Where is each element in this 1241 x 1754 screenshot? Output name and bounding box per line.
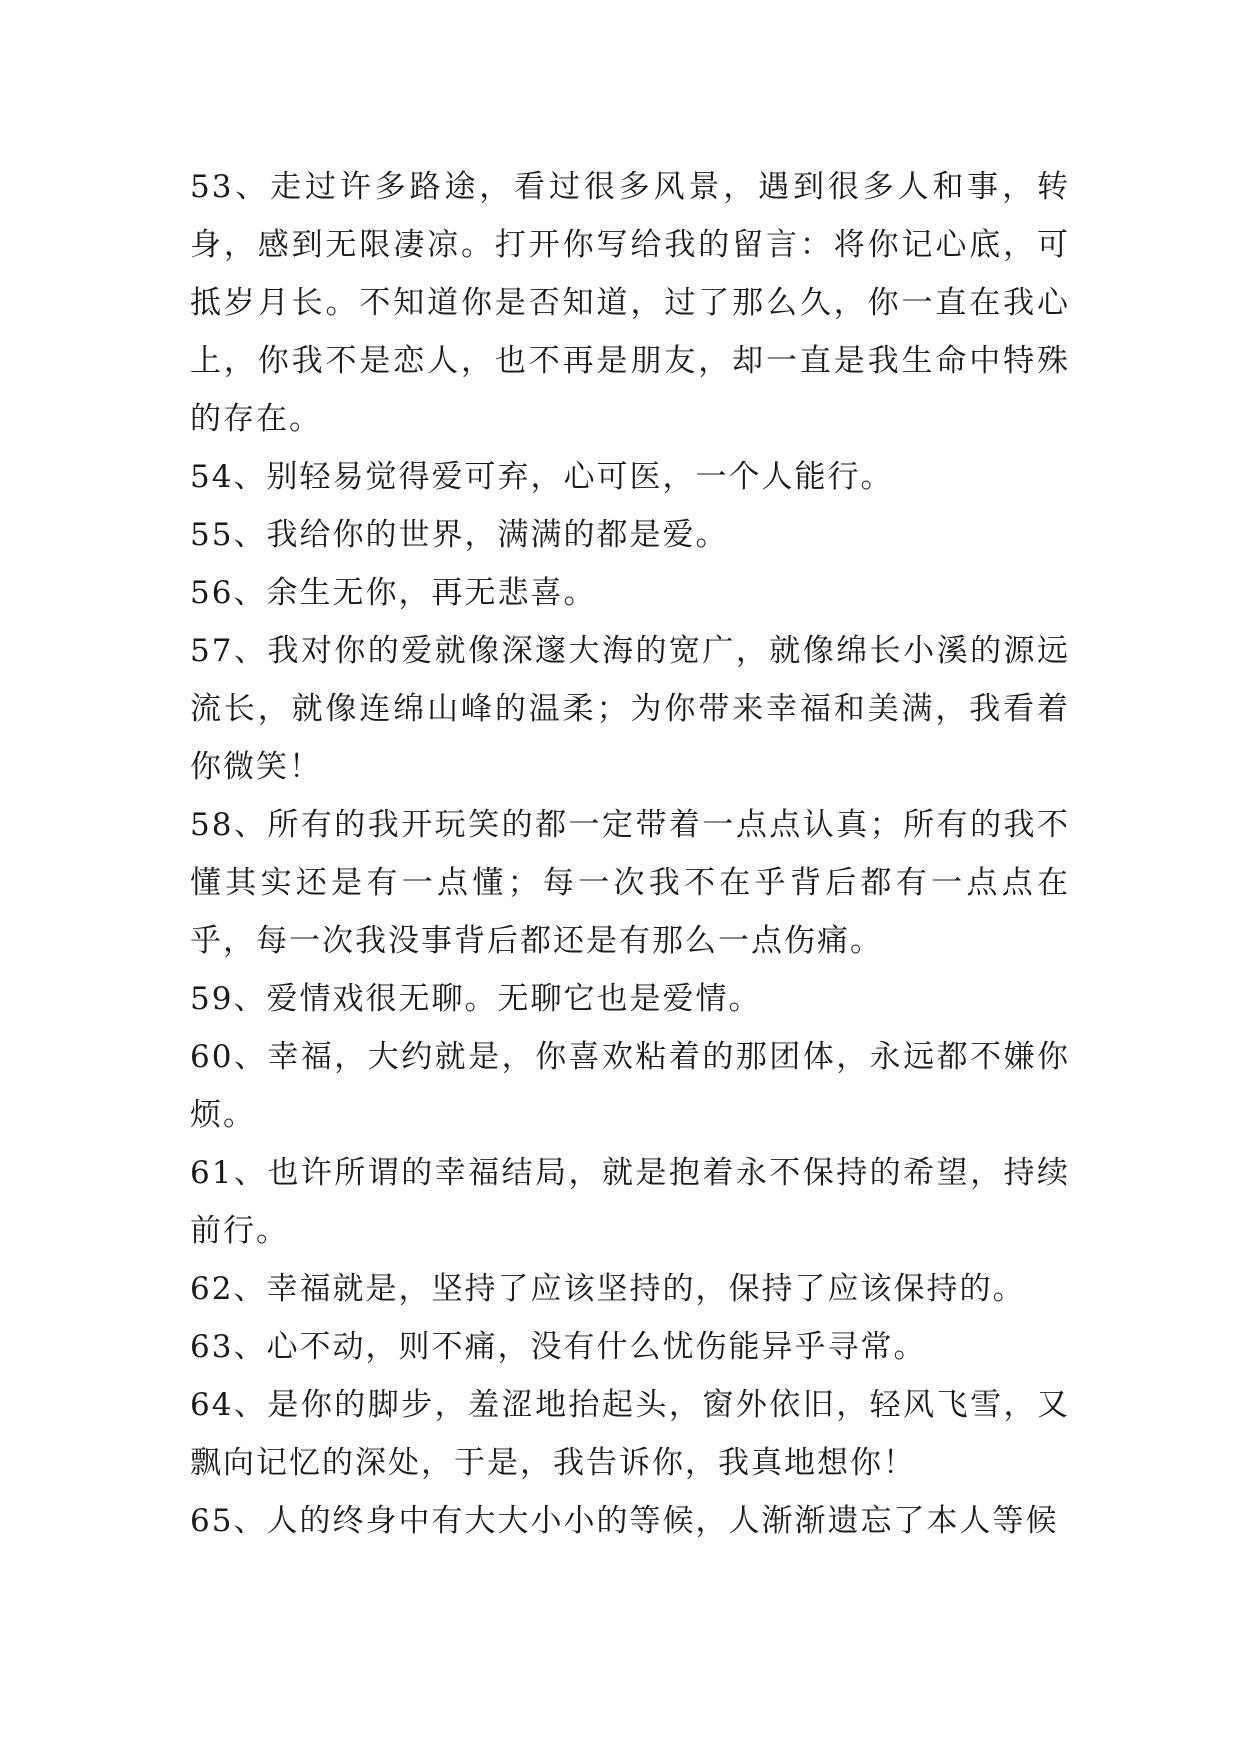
- entry-64: 64、是你的脚步，羞涩地抬起头，窗外依旧，轻风飞雪，又飘向记忆的深处，于是，我告诉你，我真地想你！: [190, 1387, 1070, 1481]
- entry-62: 62、幸福就是，坚持了应该坚持的，保持了应该保持的。: [190, 1271, 1026, 1307]
- entry-61: 61、也许所谓的幸福结局，就是抱着永不保持的希望，持续前行。: [190, 1155, 1070, 1249]
- entry-63: 63、心不动，则不痛，没有什么忧伤能异乎寻常。: [190, 1329, 927, 1365]
- entry-53: 53、走过许多路途，看过很多风景，遇到很多人和事，转身，感到无限凄凉。打开你写给我的留言：将你记心底，可抵岁月长。不知道你是否知道，过了那么久，你一直在我心上，你我不是恋人，也不再是朋友，却一直是我生命中特殊的存在。: [190, 169, 1070, 437]
- entry-54: 54、别轻易觉得爱可弃，心可医，一个人能行。: [190, 459, 894, 495]
- entry-56: 56、余生无你，再无悲喜。: [190, 575, 597, 611]
- entry-57: 57、我对你的爱就像深邃大海的宽广，就像绵长小溪的源远流长，就像连绵山峰的温柔；为你带来幸福和美满，我看着你微笑！: [190, 633, 1070, 785]
- entry-65: 65、人的终身中有大大小小的等候，人渐渐遗忘了本人等候: [190, 1503, 1059, 1539]
- entry-59: 59、爱情戏很无聊。无聊它也是爱情。: [190, 981, 762, 1017]
- document-body: [190, 158, 1070, 1550]
- entry-55: 55、我给你的世界，满满的都是爱。: [190, 517, 729, 553]
- entry-58: 58、所有的我开玩笑的都一定带着一点点认真；所有的我不懂其实还是有一点懂；每一次我不在乎背后都有一点点在乎，每一次我没事背后都还是有那么一点伤痛。: [190, 807, 1070, 959]
- entry-60: 60、幸福，大约就是，你喜欢粘着的那团体，永远都不嫌你烦。: [190, 1039, 1070, 1133]
